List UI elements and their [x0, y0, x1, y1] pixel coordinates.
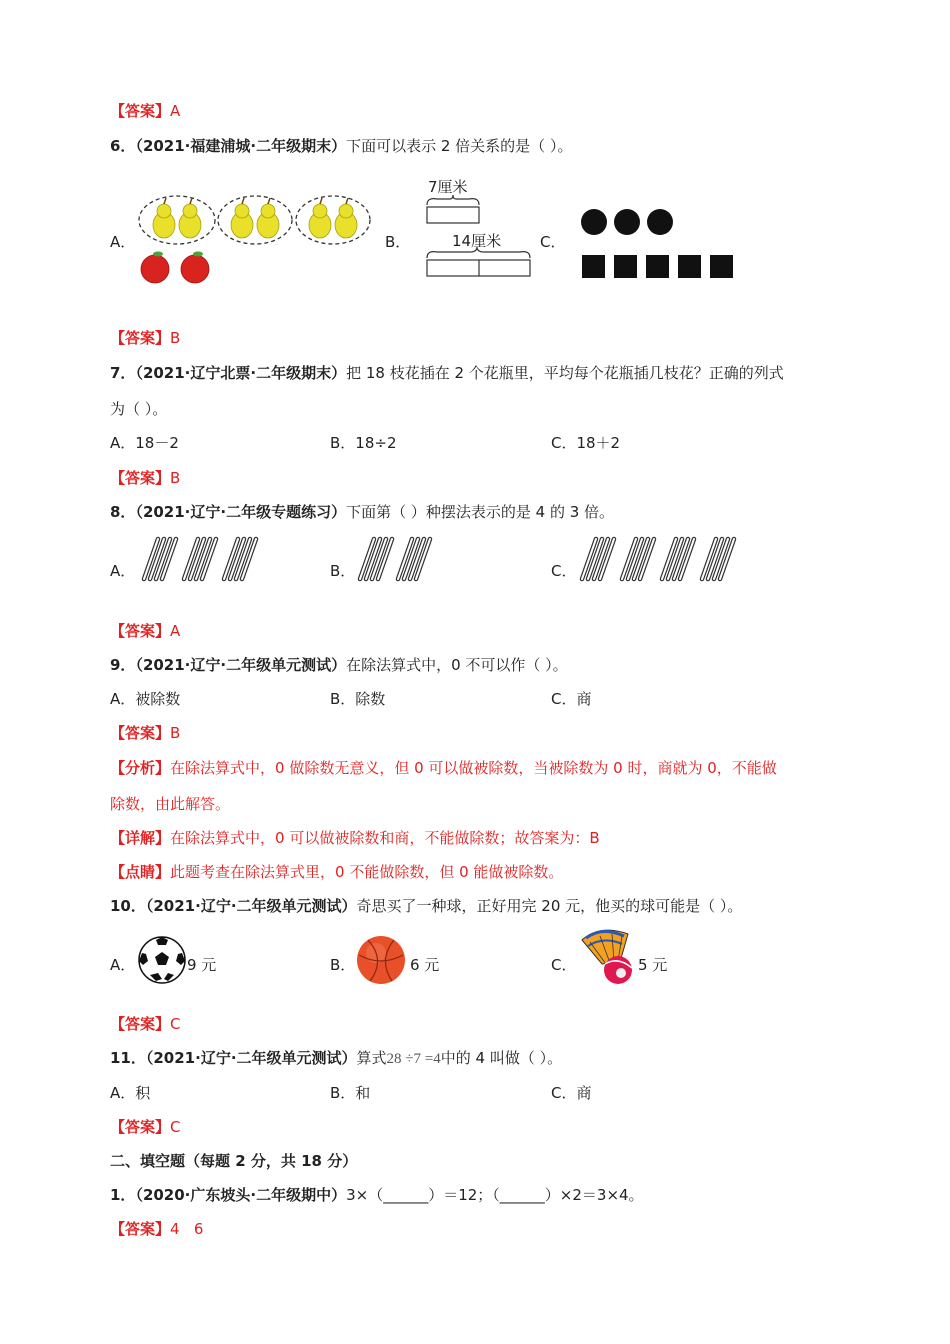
answer-value: A [170, 102, 181, 120]
formula: 28 ÷7 =4 [386, 1051, 441, 1067]
question-text: 下面可以表示 2 倍关系的是（ ）。 [346, 137, 573, 155]
q8-option-b-sticks [356, 537, 456, 582]
q5-answer [110, 101, 180, 121]
shuttlecock-icon [580, 926, 640, 988]
detail-tag: 【详解】 [110, 829, 171, 847]
q9-analysis-cont: 除数，由此解答。 [110, 795, 231, 813]
q11-answer [110, 1117, 181, 1137]
q9-option-c: C．商 [551, 690, 592, 708]
q10-price-c: 5 元 [638, 956, 668, 974]
q8-stem [110, 502, 614, 522]
question-source: （2021·辽宁·二年级单元测试） [145, 897, 357, 915]
basketball-icon [356, 935, 406, 985]
answer-tag: 【答案】 [110, 102, 171, 120]
q10-price-b: 6 元 [410, 956, 440, 974]
q6-answer [110, 328, 180, 348]
answer-tag: 【答案】 [110, 329, 171, 347]
answer-tag: 【答案】 [110, 1015, 171, 1033]
answer-tag: 【答案】 [110, 1220, 171, 1238]
soccer-ball-icon [138, 935, 188, 985]
answer-value: C [170, 1118, 181, 1136]
q8-option-c-label: C． [551, 562, 577, 580]
q9-answer [110, 723, 180, 743]
answer-tag: 【答案】 [110, 622, 171, 640]
q6-option-a-pears-apples [138, 192, 378, 287]
question-number: 7． [110, 364, 136, 382]
q6-option-c-shapes [580, 207, 740, 282]
question-text: 下面第（ ）种摆法表示的是 4 的 3 倍。 [346, 503, 615, 521]
question-number: 10． [110, 897, 146, 915]
question-text: 把 18 枝花插在 2 个花瓶里，平均每个花瓶插几枝花？正确的列式 [346, 364, 784, 382]
section-2-title: 二、填空题（每题 2 分，共 18 分） [110, 1152, 358, 1170]
question-source: （2021·辽宁·二年级单元测试） [145, 1049, 357, 1067]
q10-option-a-label: A． [110, 956, 136, 974]
q10-stem [110, 896, 742, 916]
question-text-post: 中的 4 叫做（ ）。 [440, 1049, 563, 1067]
fill-q1-answer [110, 1219, 203, 1239]
q11-option-c: C．商 [551, 1084, 592, 1102]
q11-option-b: B．和 [330, 1084, 371, 1102]
question-text: 3×（______）＝12；（______）×2＝3×4。 [346, 1186, 644, 1204]
analysis-text: 在除法算式中，0 做除数无意义，但 0 可以做被除数，当被除数为 0 时，商就为 0，不能做 [170, 759, 777, 777]
q11-option-a: A．积 [110, 1084, 151, 1102]
q9-analysis [110, 758, 777, 778]
fill-q1-stem [110, 1185, 644, 1205]
answer-tag: 【答案】 [110, 724, 171, 742]
answer-value: C [170, 1015, 181, 1033]
question-number: 9． [110, 656, 136, 674]
q9-option-a: A．被除数 [110, 690, 181, 708]
q9-detail [110, 828, 600, 848]
q6-option-b-segment-diagram [425, 195, 535, 280]
q6-option-c-label: C． [540, 233, 566, 251]
question-source: （2021·辽宁·二年级专题练习） [135, 503, 347, 521]
question-source: （2021·福建浦城·二年级期末） [135, 137, 347, 155]
q6-option-a-label: A． [110, 233, 136, 251]
q6-stem [110, 136, 572, 156]
q8-option-b-label: B． [330, 562, 356, 580]
q8-option-a-label: A． [110, 562, 136, 580]
q11-stem [110, 1048, 562, 1069]
question-number: 8． [110, 503, 136, 521]
analysis-tag: 【分析】 [110, 759, 171, 777]
q10-answer [110, 1014, 181, 1034]
q8-option-c-sticks [578, 537, 758, 582]
question-source: （2020·广东坡头·二年级期中） [135, 1186, 347, 1204]
question-number: 11． [110, 1049, 146, 1067]
q6-b-top-label: 7厘米 [428, 178, 468, 196]
comment-text: 此题考查在除法算式里，0 不能做除数，但 0 能做被除数。 [170, 863, 564, 881]
q7-option-a: A．18－2 [110, 434, 179, 452]
answer-tag: 【答案】 [110, 1118, 171, 1136]
q10-price-a: 9 元 [187, 956, 217, 974]
q6-b-bottom-label: 14厘米 [452, 232, 502, 250]
comment-tag: 【点睛】 [110, 863, 171, 881]
q8-answer [110, 621, 180, 641]
q7-option-c: C．18＋2 [551, 434, 621, 452]
q10-option-c-label: C． [551, 956, 577, 974]
answer-value: B [170, 724, 181, 742]
q9-comment [110, 862, 563, 882]
q10-option-b-label: B． [330, 956, 356, 974]
answer-value: A [170, 622, 181, 640]
question-source: （2021·辽宁北票·二年级期末） [135, 364, 347, 382]
q9-stem [110, 655, 568, 675]
q6-option-b-label: B． [385, 233, 411, 251]
question-text: 在除法算式中，0 不可以作（ ）。 [346, 656, 568, 674]
answer-value: B [170, 329, 181, 347]
answer-tag: 【答案】 [110, 469, 171, 487]
q7-stem [110, 363, 784, 383]
q9-option-b: B．除数 [330, 690, 386, 708]
question-text-pre: 算式 [356, 1049, 387, 1067]
q8-option-a-sticks [140, 537, 300, 582]
question-number: 1． [110, 1186, 136, 1204]
answer-value: 4 6 [170, 1220, 204, 1238]
q7-option-b: B．18÷2 [330, 434, 397, 452]
q7-stem-cont: 为（ ）。 [110, 400, 168, 418]
answer-value: B [170, 469, 181, 487]
question-text: 奇思买了一种球，正好用完 20 元，他买的球可能是（ ）。 [356, 897, 743, 915]
question-number: 6． [110, 137, 136, 155]
q7-answer [110, 468, 180, 488]
detail-text: 在除法算式中，0 可以做被除数和商，不能做除数；故答案为：B [170, 829, 600, 847]
question-source: （2021·辽宁·二年级单元测试） [135, 656, 347, 674]
